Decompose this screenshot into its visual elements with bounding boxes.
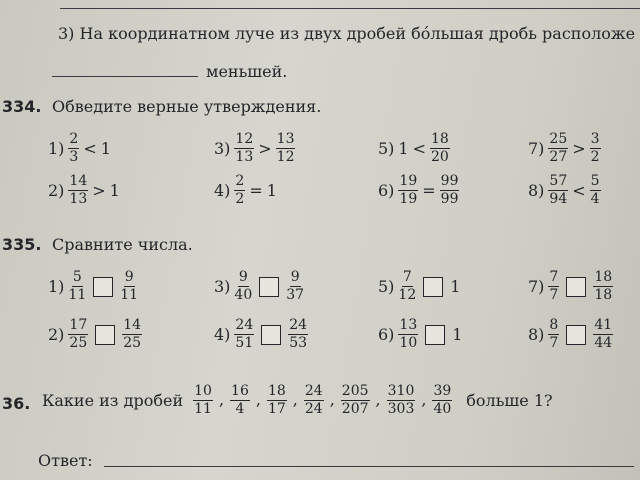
fraction: $\frac{57}{94}$ (549, 173, 568, 207)
item-label: 5) (378, 277, 395, 296)
separator: , (421, 390, 427, 409)
comparison-sign: < (572, 181, 586, 200)
fraction: $\frac{19}{19}$ (399, 173, 418, 207)
fraction: $\frac{14}{25}$ (123, 317, 142, 351)
fraction: $\frac{18}{18}$ (594, 269, 613, 303)
answer-box[interactable] (259, 277, 279, 297)
number: 1 (266, 181, 277, 200)
ex335-item-1 (48, 270, 138, 303)
ex335-item-5 (378, 270, 460, 303)
ex334-item-8[interactable] (528, 174, 601, 207)
separator: , (255, 390, 261, 409)
fraction: $\frac{13}{10}$ (399, 317, 418, 351)
fraction: $\frac{2}{2}$ (235, 173, 245, 207)
fraction: $\frac{2}{3}$ (69, 131, 79, 165)
task3-answer-blank (52, 76, 198, 77)
fraction: $\frac{7}{7}$ (549, 269, 559, 303)
item-label: 1) (48, 277, 65, 296)
comparison-sign: = (422, 181, 436, 200)
item-label: 6) (378, 325, 395, 344)
ex335-item-4 (214, 318, 308, 351)
comparison-sign: > (92, 181, 106, 200)
answer-box[interactable] (95, 325, 115, 345)
fraction: $\frac{24}{51}$ (235, 317, 254, 351)
fraction: $\frac{18}{17}$ (267, 383, 286, 417)
fraction: $\frac{9}{11}$ (120, 269, 139, 303)
question-end: больше 1? (466, 391, 553, 410)
ex336-question (42, 384, 553, 417)
fraction: $\frac{99}{99}$ (440, 173, 459, 207)
fraction: $\frac{25}{27}$ (549, 131, 568, 165)
ex335-item-2 (48, 318, 142, 351)
fraction: $\frac{205}{207}$ (341, 383, 369, 417)
fraction: $\frac{41}{44}$ (594, 317, 613, 351)
separator: , (292, 390, 298, 409)
fraction: $\frac{39}{40}$ (433, 383, 452, 417)
fraction: $\frac{17}{25}$ (69, 317, 88, 351)
fraction: $\frac{12}{13}$ (235, 131, 254, 165)
answer-box[interactable] (93, 277, 113, 297)
separator: , (329, 390, 335, 409)
item-label: 3) (214, 139, 231, 158)
comparison-sign: < (83, 139, 97, 158)
answer-box[interactable] (425, 325, 445, 345)
item-label: 4) (214, 325, 231, 344)
answer-box[interactable] (566, 277, 586, 297)
answer-line[interactable] (104, 466, 634, 467)
answer-box[interactable] (566, 325, 586, 345)
ex335-number: 335. (2, 235, 42, 254)
fraction: $\frac{13}{12}$ (276, 131, 295, 165)
item-label: 8) (528, 181, 545, 200)
number: 1 (398, 139, 409, 158)
fraction: $\frac{24}{24}$ (304, 383, 323, 417)
fraction: $\frac{310}{303}$ (387, 383, 415, 417)
item-label: 7) (528, 277, 545, 296)
fraction: $\frac{5}{11}$ (68, 269, 87, 303)
number: 1 (100, 139, 111, 158)
answer-label: Ответ: (38, 451, 93, 470)
ex335-item-7 (528, 270, 613, 303)
fraction: $\frac{10}{11}$ (194, 383, 212, 417)
answer-box[interactable] (423, 277, 443, 297)
ex334-item-2[interactable] (48, 174, 120, 207)
task3-line2-end: меньшей. (206, 62, 288, 81)
item-label: 3) (214, 277, 231, 296)
ex334-item-7[interactable] (528, 132, 601, 165)
fraction: $\frac{24}{53}$ (289, 317, 308, 351)
item-label: 7) (528, 139, 545, 158)
fraction: $\frac{9}{40}$ (234, 269, 253, 303)
ex334-item-1[interactable] (48, 132, 111, 165)
comparison-sign: = (249, 181, 263, 200)
separator: , (218, 390, 225, 409)
separator: , (375, 390, 381, 409)
ex334-title: Обведите верные утверждения. (52, 97, 322, 116)
number: 1 (450, 277, 461, 296)
fraction: $\frac{3}{2}$ (590, 131, 600, 165)
ex335-item-6 (378, 318, 462, 351)
number: 1 (452, 325, 463, 344)
fraction: $\frac{9}{37}$ (286, 269, 305, 303)
ex335-title: Сравните числа. (52, 235, 193, 254)
comparison-sign: > (572, 139, 586, 158)
comparison-sign: > (258, 139, 272, 158)
fraction: $\frac{7}{12}$ (398, 269, 417, 303)
top-rule (60, 8, 640, 9)
comparison-sign: < (412, 139, 427, 158)
fraction: $\frac{14}{13}$ (69, 173, 88, 207)
task3-line1: 3) На координатном луче из двух дробей бо́льшая дробь расположе (58, 24, 636, 43)
ex334-item-3[interactable] (214, 132, 295, 165)
item-label: 5) (378, 139, 395, 158)
fraction: $\frac{18}{20}$ (431, 131, 449, 165)
number: 1 (109, 181, 120, 200)
item-label: 8) (528, 325, 545, 344)
item-label: 2) (48, 181, 65, 200)
question-start: Какие из дробей (42, 391, 184, 410)
ex336-number: 36. (2, 394, 31, 413)
ex335-item-3 (214, 270, 304, 303)
ex334-item-4[interactable] (214, 174, 277, 207)
ex335-item-8 (528, 318, 613, 351)
ex334-item-5[interactable] (378, 132, 450, 165)
fraction: $\frac{5}{4}$ (590, 173, 600, 207)
item-label: 1) (48, 139, 65, 158)
fraction: $\frac{16}{4}$ (231, 383, 249, 417)
item-label: 4) (214, 181, 231, 200)
ex334-item-6[interactable] (378, 174, 459, 207)
answer-box[interactable] (261, 325, 281, 345)
fraction: $\frac{8}{7}$ (549, 317, 559, 351)
ex334-number: 334. (2, 97, 42, 116)
item-label: 6) (378, 181, 395, 200)
item-label: 2) (48, 325, 65, 344)
